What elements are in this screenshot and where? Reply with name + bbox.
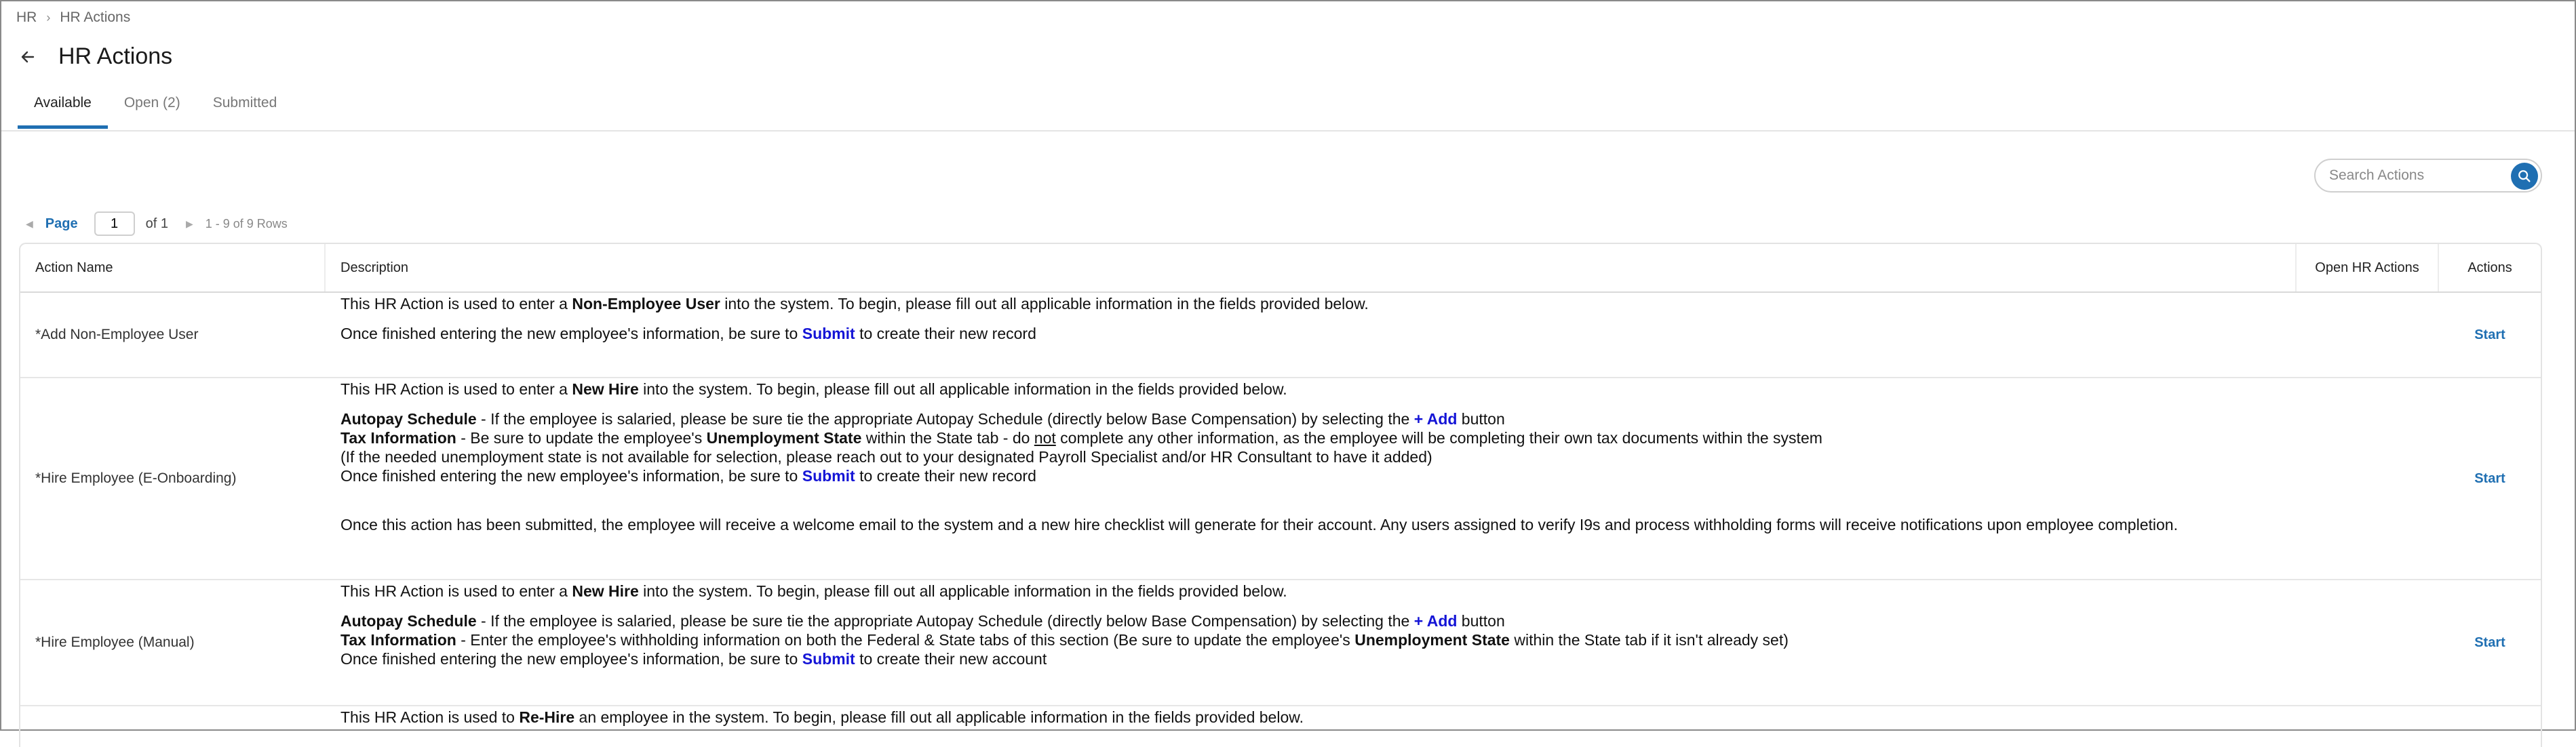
header-action-name[interactable]: Action Name (20, 244, 326, 291)
next-page-icon[interactable]: ▶ (185, 218, 193, 229)
header-description[interactable]: Description (326, 244, 2297, 291)
breadcrumb-hr-link[interactable]: HR (16, 9, 37, 25)
hr-actions-table (19, 243, 2542, 747)
open-hr-actions-cell (2297, 293, 2439, 377)
table-header (20, 244, 2541, 293)
tab-bar (18, 95, 293, 129)
start-link[interactable]: Start (2474, 470, 2505, 486)
search-input[interactable] (2328, 167, 2507, 184)
back-arrow-icon[interactable] (18, 47, 38, 67)
action-name: *Add Non-Employee User (35, 327, 199, 342)
table-row (20, 378, 2541, 580)
tab-submitted[interactable]: Submitted (212, 95, 277, 110)
start-link[interactable]: Start (2474, 327, 2505, 342)
action-description: This HR Action is used to Re-Hire an employee in the system. To begin, please fill out all applicable information in the fields provided below. (340, 708, 1304, 726)
start-link[interactable]: Start (2474, 634, 2505, 650)
action-name: *Hire Employee (Manual) (35, 634, 195, 650)
action-description: This HR Action is used to enter a Non-Employee User into the system. To begin, please fill out all applicable information in the fields provided below. Once finished entering the new employee's information, be sure to Submit to create their new record (340, 295, 1369, 342)
breadcrumb-current: HR Actions (60, 9, 131, 25)
open-hr-actions-cell (2297, 706, 2439, 747)
tab-available[interactable]: Available (18, 95, 108, 129)
breadcrumb (16, 9, 130, 26)
table-row (20, 706, 2541, 747)
tab-open[interactable]: Open (2) (123, 95, 180, 110)
action-description: This HR Action is used to enter a New Hire into the system. To begin, please fill out all applicable information in the fields provided below. Autopay Schedule - If the employee is salaried, please be sure tie the appropriate Autopay Schedule (directly below Base Compensation) by selecting the + Add button Tax Information - Be sure to update the employee's Unemployment State within the State tab - do not complete any other information, as the employee will be completing their own tax documents within the system (If the needed unemployment state is not available for selection, please reach out to your designated Payroll Specialist and/or HR Consultant to have it added) Once finished entering the new employee's information, be sure to Submit to create their new record Once this action has been submitted, the employee will receive a welcome email to the system and a new hire checklist will generate for their account. Any users assigned to verify I9s and process withholding forms will receive notifications upon employee completion. (340, 380, 2178, 533)
pagination (26, 211, 288, 236)
action-description: This HR Action is used to enter a New Hire into the system. To begin, please fill out all applicable information in the fields provided below. Autopay Schedule - If the employee is salaried, please be sure tie the appropriate Autopay Schedule (directly below Base Compensation) by selecting the + Add button Tax Information - Enter the employee's withholding information on both the Federal & State tabs of this section (Be sure to update the employee's Unemployment State within the State tab if it isn't already set) Once finished entering the new employee's information, be sure to Submit to create their new account (340, 582, 1789, 668)
action-name (20, 706, 326, 747)
open-hr-actions-cell (2297, 580, 2439, 705)
open-hr-actions-cell (2297, 378, 2439, 579)
prev-page-icon[interactable]: ◀ (26, 218, 33, 229)
page-title: HR Actions (58, 43, 173, 69)
table-row (20, 293, 2541, 378)
title-row (18, 43, 172, 70)
header-open-hr-actions[interactable]: Open HR Actions (2297, 244, 2439, 291)
page-label: Page (45, 216, 78, 231)
search-icon (2517, 169, 2532, 184)
page-total: of 1 (145, 216, 168, 231)
search-box (2314, 159, 2542, 193)
page-number-input[interactable] (94, 211, 135, 236)
row-count: 1 - 9 of 9 Rows (205, 216, 288, 230)
action-name: *Hire Employee (E-Onboarding) (35, 470, 237, 486)
breadcrumb-separator: › (46, 10, 51, 24)
header-actions: Actions (2467, 260, 2512, 275)
table-row (20, 580, 2541, 706)
tabs-divider (1, 130, 2575, 132)
search-button[interactable] (2511, 163, 2538, 190)
